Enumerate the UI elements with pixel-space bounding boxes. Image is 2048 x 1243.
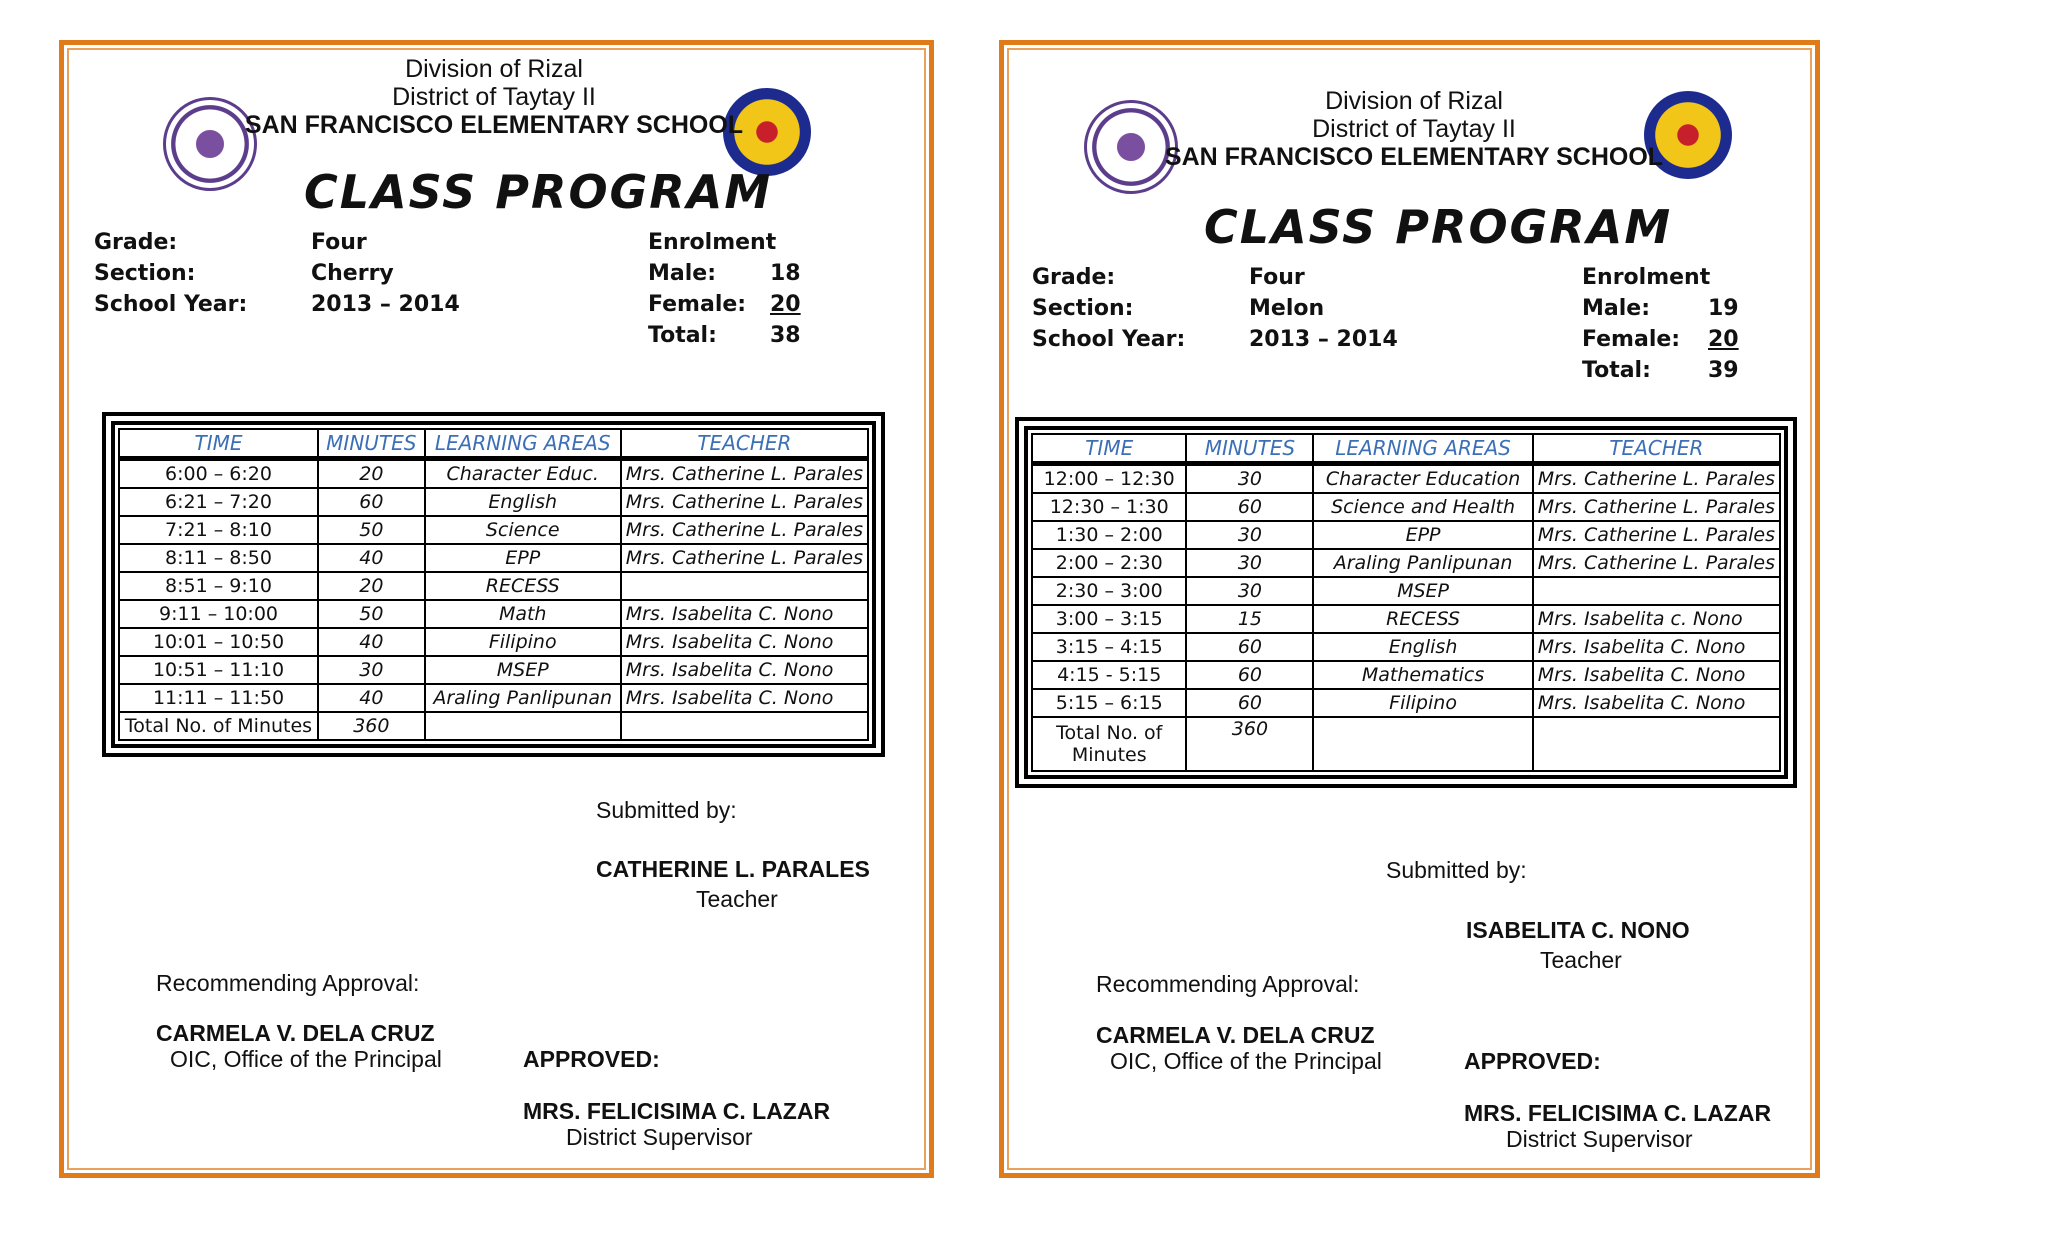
approved-label: APPROVED: [1464, 1048, 1601, 1074]
time-cell: 2:00 – 2:30 [1032, 549, 1186, 577]
learning-area-cell: MSEP [1313, 577, 1532, 605]
section-label: Section: [1032, 296, 1134, 321]
learning-area-cell: Araling Panlipunan [1313, 549, 1532, 577]
minutes-cell: 30 [1186, 521, 1313, 549]
learning-area-cell: EPP [1313, 521, 1532, 549]
header-minutes: MINUTES [318, 429, 425, 459]
total-row [1032, 717, 1780, 771]
section-value: Melon [1249, 296, 1325, 321]
time-cell: 2:30 – 3:00 [1032, 577, 1186, 605]
teacher-cell: Mrs. Isabelita C. Nono [1533, 689, 1780, 717]
learning-area-cell: MSEP [425, 656, 621, 684]
male-value: 19 [1708, 296, 1739, 321]
teacher-cell: Mrs. Isabelita c. Nono [1533, 605, 1780, 633]
teacher-signatory-role: Teacher [696, 886, 778, 912]
table-row [1032, 549, 1780, 577]
time-cell: 11:11 – 11:50 [119, 684, 318, 712]
grade-label: Grade: [94, 230, 178, 255]
minutes-cell: 40 [318, 684, 425, 712]
minutes-cell: 20 [318, 572, 425, 600]
minutes-cell: 60 [1186, 661, 1313, 689]
class-program-page-cherry [59, 40, 934, 1178]
schedule-table [118, 428, 869, 741]
enrolment-label: Enrolment [648, 230, 777, 255]
division-text: Division of Rizal [1325, 87, 1503, 115]
female-value: 20 [1708, 327, 1739, 352]
header-teacher: TEACHER [1533, 434, 1780, 464]
minutes-cell: 40 [318, 544, 425, 572]
teacher-cell: Mrs. Isabelita C. Nono [621, 628, 868, 656]
district-text: District of Taytay II [392, 83, 596, 111]
time-cell: 8:51 – 9:10 [119, 572, 318, 600]
teacher-cell: Mrs. Catherine L. Parales [1533, 493, 1780, 521]
table-row [119, 544, 868, 572]
male-label: Male: [648, 261, 716, 286]
teacher-cell [1533, 577, 1780, 605]
letterhead [1154, 87, 1674, 171]
recommending-label: Recommending Approval: [1096, 971, 1360, 997]
table-header-row [1032, 434, 1780, 464]
male-label: Male: [1582, 296, 1650, 321]
teacher-cell: Mrs. Catherine L. Parales [621, 459, 868, 489]
table-row [1032, 633, 1780, 661]
learning-area-cell: RECESS [1313, 605, 1532, 633]
learning-area-cell: Science [425, 516, 621, 544]
minutes-cell: 30 [1186, 464, 1313, 494]
header-time: TIME [119, 429, 318, 459]
table-row [1032, 661, 1780, 689]
page-title: CLASS PROGRAM [1204, 200, 1673, 254]
school-year-label: School Year: [94, 292, 248, 317]
total-value: 38 [770, 323, 801, 348]
table-row [119, 459, 868, 489]
learning-area-cell: Filipino [425, 628, 621, 656]
learning-area-cell: Math [425, 600, 621, 628]
teacher-cell: Mrs. Isabelita C. Nono [1533, 661, 1780, 689]
table-header-row [119, 429, 868, 459]
class-program-page-melon [999, 40, 1820, 1178]
empty-cell [1533, 717, 1780, 771]
total-minutes-cell: 360 [1186, 717, 1313, 771]
oic-name: CARMELA V. DELA CRUZ [1096, 1022, 1375, 1048]
table-row [119, 656, 868, 684]
empty-cell [1313, 717, 1532, 771]
minutes-cell: 50 [318, 516, 425, 544]
time-cell: 12:30 – 1:30 [1032, 493, 1186, 521]
teacher-signatory-role: Teacher [1540, 947, 1622, 973]
header-learning-areas: LEARNING AREAS [1313, 434, 1532, 464]
table-row [1032, 493, 1780, 521]
school-year-value: 2013 – 2014 [1249, 327, 1398, 352]
total-row [119, 712, 868, 740]
learning-area-cell: Character Education [1313, 464, 1532, 494]
teacher-signatory-name: CATHERINE L. PARALES [596, 856, 870, 882]
table-row [119, 600, 868, 628]
learning-area-cell: RECESS [425, 572, 621, 600]
time-cell: 12:00 – 12:30 [1032, 464, 1186, 494]
header-time: TIME [1032, 434, 1186, 464]
total-label-cell: Total No. of Minutes [119, 712, 318, 740]
section-value: Cherry [311, 261, 394, 286]
time-cell: 3:00 – 3:15 [1032, 605, 1186, 633]
grade-value: Four [1249, 265, 1305, 290]
header-teacher: TEACHER [621, 429, 868, 459]
enrolment-label: Enrolment [1582, 265, 1711, 290]
minutes-cell: 30 [1186, 549, 1313, 577]
table-row [1032, 605, 1780, 633]
school-name: SAN FRANCISCO ELEMENTARY SCHOOL [244, 111, 744, 139]
learning-area-cell: English [425, 488, 621, 516]
section-label: Section: [94, 261, 196, 286]
schedule-table-frame [102, 412, 885, 757]
teacher-cell [621, 572, 868, 600]
teacher-cell: Mrs. Catherine L. Parales [1533, 464, 1780, 494]
time-cell: 10:51 – 11:10 [119, 656, 318, 684]
division-text: Division of Rizal [405, 55, 583, 83]
time-cell: 10:01 – 10:50 [119, 628, 318, 656]
table-row [119, 488, 868, 516]
male-value: 18 [770, 261, 801, 286]
submitted-by-label: Submitted by: [596, 797, 737, 823]
oic-role: OIC, Office of the Principal [170, 1046, 442, 1072]
minutes-cell: 60 [1186, 633, 1313, 661]
total-label: Total: [648, 323, 717, 348]
minutes-cell: 30 [318, 656, 425, 684]
district-text: District of Taytay II [1312, 115, 1516, 143]
oic-role: OIC, Office of the Principal [1110, 1048, 1382, 1074]
minutes-cell: 40 [318, 628, 425, 656]
learning-area-cell: Character Educ. [425, 459, 621, 489]
teacher-cell: Mrs. Isabelita C. Nono [621, 600, 868, 628]
schedule-table [1031, 433, 1781, 772]
teacher-cell: Mrs. Catherine L. Parales [621, 516, 868, 544]
table-row [1032, 689, 1780, 717]
total-label: Total: [1582, 358, 1651, 383]
empty-cell [425, 712, 621, 740]
supervisor-role: District Supervisor [1506, 1126, 1693, 1152]
submitted-by-label: Submitted by: [1386, 857, 1527, 883]
table-row [119, 572, 868, 600]
time-cell: 5:15 – 6:15 [1032, 689, 1186, 717]
total-value: 39 [1708, 358, 1739, 383]
table-row [119, 516, 868, 544]
empty-cell [621, 712, 868, 740]
teacher-cell: Mrs. Catherine L. Parales [621, 544, 868, 572]
grade-label: Grade: [1032, 265, 1116, 290]
total-minutes-cell: 360 [318, 712, 425, 740]
approved-label: APPROVED: [523, 1046, 660, 1072]
teacher-cell: Mrs. Isabelita C. Nono [621, 684, 868, 712]
minutes-cell: 20 [318, 459, 425, 489]
female-label: Female: [1582, 327, 1681, 352]
oic-name: CARMELA V. DELA CRUZ [156, 1020, 435, 1046]
table-row [1032, 464, 1780, 494]
learning-area-cell: Araling Panlipunan [425, 684, 621, 712]
teacher-cell: Mrs. Catherine L. Parales [1533, 521, 1780, 549]
page-title: CLASS PROGRAM [304, 165, 773, 219]
teacher-cell: Mrs. Catherine L. Parales [1533, 549, 1780, 577]
time-cell: 7:21 – 8:10 [119, 516, 318, 544]
learning-area-cell: Mathematics [1313, 661, 1532, 689]
total-label-cell: Total No. of Minutes [1032, 717, 1186, 771]
minutes-cell: 30 [1186, 577, 1313, 605]
learning-area-cell: Filipino [1313, 689, 1532, 717]
minutes-cell: 60 [1186, 689, 1313, 717]
teacher-cell: Mrs. Isabelita C. Nono [1533, 633, 1780, 661]
table-row [1032, 577, 1780, 605]
header-learning-areas: LEARNING AREAS [425, 429, 621, 459]
table-row [1032, 521, 1780, 549]
supervisor-name: MRS. FELICISIMA C. LAZAR [1464, 1100, 1772, 1126]
school-name: SAN FRANCISCO ELEMENTARY SCHOOL [1164, 143, 1664, 171]
minutes-cell: 50 [318, 600, 425, 628]
time-cell: 6:00 – 6:20 [119, 459, 318, 489]
time-cell: 6:21 – 7:20 [119, 488, 318, 516]
learning-area-cell: English [1313, 633, 1532, 661]
table-row [119, 684, 868, 712]
supervisor-role: District Supervisor [566, 1124, 753, 1150]
female-value: 20 [770, 292, 801, 317]
teacher-signatory-name: ISABELITA C. NONO [1466, 917, 1690, 943]
teacher-cell: Mrs. Catherine L. Parales [621, 488, 868, 516]
time-cell: 9:11 – 10:00 [119, 600, 318, 628]
table-row [119, 628, 868, 656]
minutes-cell: 60 [1186, 493, 1313, 521]
time-cell: 3:15 – 4:15 [1032, 633, 1186, 661]
school-year-value: 2013 – 2014 [311, 292, 460, 317]
recommending-label: Recommending Approval: [156, 970, 420, 996]
time-cell: 8:11 – 8:50 [119, 544, 318, 572]
learning-area-cell: Science and Health [1313, 493, 1532, 521]
letterhead [234, 55, 754, 139]
header-minutes: MINUTES [1186, 434, 1313, 464]
female-label: Female: [648, 292, 747, 317]
minutes-cell: 60 [318, 488, 425, 516]
teacher-cell: Mrs. Isabelita C. Nono [621, 656, 868, 684]
supervisor-name: MRS. FELICISIMA C. LAZAR [523, 1098, 831, 1124]
schedule-table-frame [1015, 417, 1797, 788]
time-cell: 4:15 - 5:15 [1032, 661, 1186, 689]
minutes-cell: 15 [1186, 605, 1313, 633]
school-year-label: School Year: [1032, 327, 1186, 352]
learning-area-cell: EPP [425, 544, 621, 572]
grade-value: Four [311, 230, 367, 255]
time-cell: 1:30 – 2:00 [1032, 521, 1186, 549]
